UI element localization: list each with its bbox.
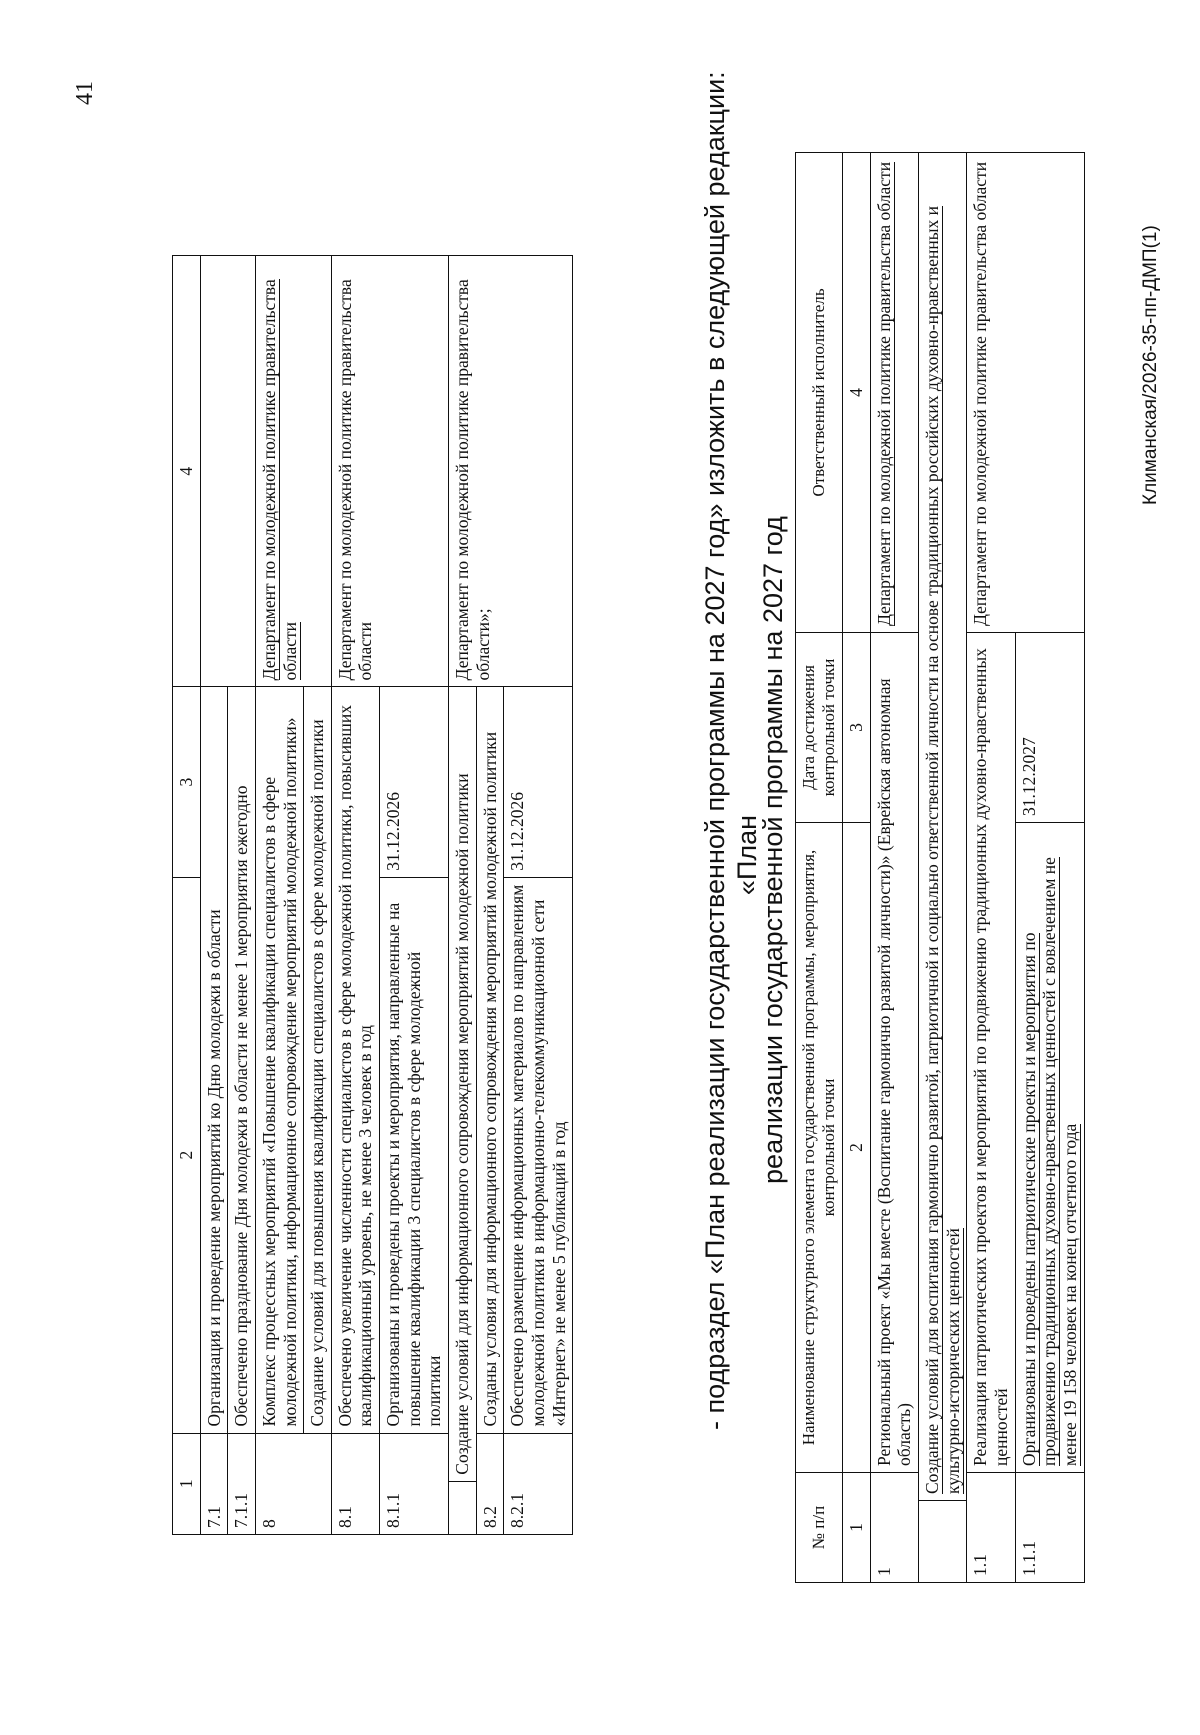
row-text: Обеспечено размещение информационных материалов по направлениям молодежной политики в информационно-телекоммуникационной сети «Интернет» не менее 5 публикаций в год — [504, 877, 573, 1433]
header-col-2: 2 — [173, 877, 201, 1433]
row-text: Реализация патриотических проектов и мероприятий по продвижению традиционных духовно-нравственных ценностей — [967, 632, 1015, 1472]
row-number: 8.1.1 — [380, 1433, 449, 1534]
plan-title-line-1: «План — [732, 814, 762, 896]
header-number: № п/п — [796, 1472, 843, 1582]
row-text: Организация и проведение мероприятий ко Дню молодежи в области — [200, 687, 228, 1433]
row-executor — [870, 152, 918, 632]
row-executor: Департамент по молодежной политике правительства области»; — [449, 256, 573, 687]
table-row — [255, 256, 303, 1535]
table-plan-2027 — [795, 152, 1085, 1583]
row-text — [1015, 822, 1084, 1472]
row-executor — [255, 256, 331, 687]
plan-title-line-2: реализации государственной программы на 2027 год — [758, 516, 788, 1184]
section-intro: - подраздел «План реализации государственной программы на 2027 год» изложить в следующей редакции: — [700, 71, 730, 1430]
row-text: Комплекс процессных мероприятий «Повышение квалификации специалистов в сфере молодежной политики, информационное сопровождение мероприятий молодежной политики» — [255, 687, 303, 1433]
row-number: 8.1 — [331, 1433, 379, 1534]
header-col-1: 1 — [173, 1433, 201, 1534]
row-text: Создание условий для повышения квалификации специалистов в сфере молодежной политики — [304, 687, 332, 1433]
col-number-2: 2 — [843, 822, 871, 1472]
col-number-3: 3 — [843, 632, 871, 822]
page-number: 41 — [72, 81, 98, 105]
row-number: 1.1 — [967, 1472, 1015, 1582]
row-number: 7.1.1 — [228, 1433, 256, 1534]
row-text: Организованы и проведены проекты и мероприятия, направленные на повышение квалификации 3 специалистов в сфере молодежной политики — [380, 877, 449, 1433]
table-row — [919, 152, 967, 1582]
table-row — [449, 256, 477, 1535]
result-text: Организованы и проведены патриотические проекты и мероприятия по продвижению традиционных духовно-нравственных ценностей с вовлечением не менее 19 158 человек на конец отчетного года — [1018, 857, 1080, 1466]
table-row — [870, 152, 918, 1582]
row-text: Обеспечено увеличение численности специалистов в сфере молодежной политики, повысивших квалификационный уровень, не менее 3 человек в год — [331, 687, 379, 1433]
row-number: 8.2 — [476, 1433, 504, 1534]
row-number — [449, 1481, 477, 1534]
row-text: Создание условий для информационного сопровождения мероприятий молодежной политики — [449, 687, 477, 1481]
table-numbering-row — [843, 152, 871, 1582]
table-row — [200, 256, 228, 1535]
row-date: 31.12.2026 — [504, 687, 573, 877]
header-col-4: 4 — [173, 256, 201, 687]
col-number-4: 4 — [843, 152, 871, 632]
row-text: Обеспечено празднование Дня молодежи в области не менее 1 мероприятия ежегодно — [228, 687, 256, 1433]
document-code: Климанская/2026-35-пп-ДМП(1) — [1140, 225, 1161, 505]
table-header-row — [796, 152, 843, 1582]
table-previous-section — [172, 255, 573, 1535]
row-number: 1 — [870, 1472, 918, 1582]
executor-text: Департамент по молодежной политике правительства области — [258, 279, 300, 681]
row-number: 7.1 — [200, 1433, 228, 1534]
row-executor: Департамент по молодежной политике правительства области — [331, 256, 448, 687]
header-name: Наименование структурного элемента государственной программы, мероприятия, контрольной точки — [796, 822, 843, 1472]
col-number-1: 1 — [843, 1472, 871, 1582]
row-text: Региональный проект «Мы вместе (Воспитание гармонично развитой личности)» (Еврейская автономная область) — [870, 632, 918, 1472]
condition-text: Создание условий для воспитания гармонично развитой, патриотичной и социально ответственной личности на основе традиционных российских духовно-нравственных и культурно-исторических ценностей — [922, 206, 963, 1494]
row-date: 31.12.2027 — [1015, 632, 1084, 822]
row-date: 31.12.2026 — [380, 687, 449, 877]
table-row — [331, 256, 379, 1535]
header-date: Дата достижения контрольной точки — [796, 632, 843, 822]
row-executor: Департамент по молодежной политике правительства области — [967, 152, 1084, 632]
row-number: 8 — [255, 1433, 331, 1534]
header-executor: Ответственный исполнитель — [796, 152, 843, 632]
row-text — [919, 152, 967, 1500]
header-col-3: 3 — [173, 687, 201, 877]
row-executor — [200, 256, 255, 687]
table-row — [967, 152, 1015, 1582]
table-header-row — [173, 256, 201, 1535]
row-number: 1.1.1 — [1015, 1472, 1084, 1582]
row-number — [919, 1501, 967, 1583]
executor-text: Департамент по молодежной политике правительства области — [873, 161, 894, 626]
row-number: 8.2.1 — [504, 1433, 573, 1534]
row-text: Созданы условия для информационного сопровождения мероприятий молодежной политики — [476, 687, 504, 1433]
